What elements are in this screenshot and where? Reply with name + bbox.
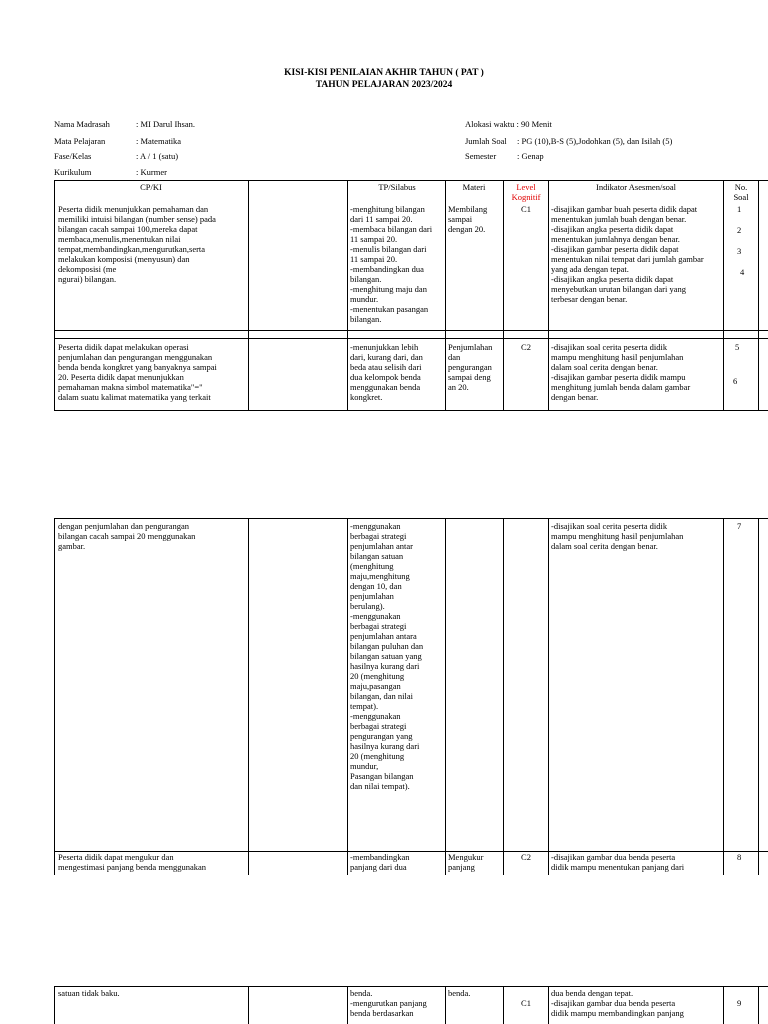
row2-no-5: 5	[735, 342, 740, 352]
header-tp-silabus: TP/Silabus	[378, 182, 416, 192]
column-line	[758, 180, 759, 410]
row4-cpki: Peserta didik dapat mengukur dan mengestimasi panjang benda menggunakan	[58, 852, 206, 872]
header-cpki: CP/KI	[140, 182, 162, 192]
fase-kelas-label: Fase/Kelas	[54, 151, 92, 161]
row2-indikator: -disajikan soal cerita peserta didik mampu menghitung hasil penjumlahan dalam soal cerita dengan benar. -disajikan gambar peserta didik mampu menghitung jumlah benda dalam gambar dengan benar.	[551, 342, 691, 402]
row3-no-7: 7	[737, 521, 742, 531]
column-line	[248, 180, 249, 410]
row2-cpki: Peserta didik dapat melakukan operasi penjumlahan dan pengurangan menggunakan benda benda kongkret yang banyaknya sampai 20. Peserta didik dapat menunjukkan pemahaman makna simbol matematika"=" dalam suatu kalimat matematika yang terkait	[58, 342, 217, 402]
row-divider	[54, 338, 768, 339]
row1-indikator: -disajikan gambar buah peserta didik dapat menentukan jumlah buah dengan benar. -disajikan angka peserta didik dapat menentukan jumlahnya dengan benar. -disajikan gambar peserta didik dapat menentukan nilai tempat dari jumlah gambar yang ada dengan tepat. -disajikan angka peserta didik dapat menyebutkan urutan bilangan dari yang terbesar dengan benar.	[551, 204, 704, 304]
jumlah-soal-label: Jumlah Soal	[465, 136, 507, 146]
column-line	[758, 986, 759, 1024]
header-materi: Materi	[462, 182, 486, 192]
column-line	[347, 518, 348, 875]
fase-kelas-value: : A / 1 (satu)	[136, 151, 179, 161]
column-line	[548, 180, 549, 410]
row1-no-2: 2	[737, 225, 742, 235]
column-line	[723, 986, 724, 1024]
document-title: KISI-KISI PENILAIAN AKHIR TAHUN ( PAT )	[284, 68, 484, 78]
row4-level: C2	[521, 852, 531, 862]
row1-tp: -menghitung bilangan dari 11 sampai 20. -membaca bilangan dari 11 sampai 20. -menulis bilangan dari 11 sampai 20. -membandingkan dua bilangan. -menghitung maju dan mundur. -menentukan pasangan bilangan.	[350, 204, 433, 324]
mata-pelajaran-label: Mata Pelajaran	[54, 136, 106, 146]
header-level-kognitif: Level Kognitif	[511, 182, 541, 202]
document-subtitle: TAHUN PELAJARAN 2023/2024	[315, 80, 453, 90]
column-line	[503, 518, 504, 875]
column-line	[54, 986, 55, 1024]
row2-no-6: 6	[733, 376, 738, 386]
row4-indikator: -disajikan gambar dua benda peserta didik mampu menentukan panjang dari	[551, 852, 685, 872]
row2-materi: Penjumlahan dan pengurangan sampai deng an 20.	[448, 342, 493, 392]
column-line	[723, 518, 724, 875]
kurikulum-value: : Kurmer	[136, 167, 167, 177]
row-divider	[54, 330, 768, 331]
row5-materi: benda.	[448, 988, 471, 998]
row5-cpki: satuan tidak baku.	[58, 988, 120, 998]
row5-indikator: dua benda dengan tepat. -disajikan gambar dua benda peserta didik mampu membandingkan panjang	[551, 988, 684, 1018]
row1-no-1: 1	[737, 204, 742, 214]
jumlah-soal-value: : PG (10),B-S (5),Jodohkan (5), dan Isilah (5)	[517, 136, 673, 146]
row4-no-8: 8	[737, 852, 742, 862]
row3-tp: -menggunakan berbagai strategi penjumlahan antar bilangan satuan (menghitung maju,menghitung dengan 10, dan penjumlahan berulang). -menggunakan berbagai strategi penjumlahan antara bilangan puluhan dan bilangan satuan yang hasilnya kurang dari 20 (menghitung maju,pasangan bilangan, dan nilai tempat). -menggunakan berbagai strategi pengurangan yang hasilnya kurang dari 20 (menghitung mundur, Pasangan bilangan dan nilai tempat).	[350, 521, 424, 791]
row5-level: C1	[521, 998, 531, 1008]
mata-pelajaran-value: : Matematika	[136, 136, 182, 146]
table-top-border	[54, 180, 768, 181]
nama-madrasah-label: Nama Madrasah	[54, 119, 110, 129]
row3-cpki: dengan penjumlahan dan pengurangan bilangan cacah sampai 20 menggunakan gambar.	[58, 521, 196, 551]
column-line	[347, 986, 348, 1024]
row4-materi: Mengukur panjang	[448, 852, 484, 872]
column-line	[54, 518, 55, 875]
header-indikator: Indikator Asesmen/soal	[595, 182, 677, 192]
column-line	[758, 518, 759, 875]
table-top-border	[54, 986, 768, 987]
nama-madrasah-value: : MI Darul Ihsan.	[136, 119, 196, 129]
column-line	[248, 986, 249, 1024]
table-top-border	[54, 518, 768, 519]
column-line	[548, 518, 549, 875]
row2-level: C2	[521, 342, 531, 352]
row2-tp: -menunjukkan lebih dari, kurang dari, dan beda atau selisih dari dua kelompok benda menggunakan benda kongkret.	[350, 342, 423, 402]
table-bottom-border	[54, 410, 768, 411]
row1-level: C1	[521, 204, 531, 214]
column-line	[248, 518, 249, 875]
row4-tp: -membandingkan panjang dari dua	[350, 852, 410, 872]
row1-materi: Membilang sampai dengan 20.	[448, 204, 488, 234]
row5-no-9: 9	[737, 998, 742, 1008]
column-line	[723, 180, 724, 410]
semester-label: Semester	[465, 151, 497, 161]
row3-indikator: -disajikan soal cerita peserta didik mampu menghitung hasil penjumlahan dalam soal cerita dengan benar.	[551, 521, 684, 551]
row1-cpki: Peserta didik menunjukkan pemahaman dan memiliki intuisi bilangan (number sense) pada bilangan cacah sampai 100,mereka dapat membaca,menulis,menentukan nilai tempat,membandingkan,mengurutkan,serta melakukan komposisi (menyusun) dan dekomposisi (me ngurai) bilangan.	[58, 204, 216, 284]
column-line	[548, 986, 549, 1024]
row1-no-3: 3	[737, 246, 742, 256]
column-line	[54, 180, 55, 410]
header-no-soal: No. Soal	[733, 182, 749, 202]
alokasi-waktu: Alokasi waktu : 90 Menit	[465, 119, 552, 129]
semester-value: : Genap	[517, 151, 544, 161]
row1-no-4: 4	[740, 267, 745, 277]
column-line	[347, 180, 348, 410]
row5-tp: benda. -mengurutkan panjang benda berdasarkan	[350, 988, 427, 1018]
kurikulum-label: Kurikulum	[54, 167, 92, 177]
